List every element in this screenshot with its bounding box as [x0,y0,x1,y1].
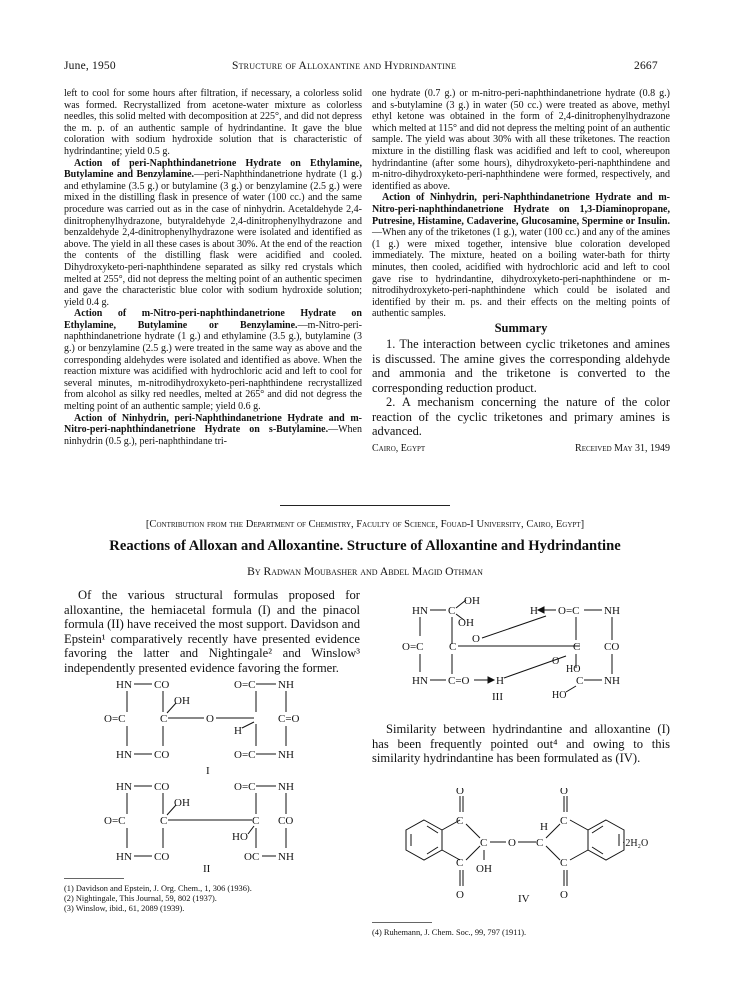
paragraph: Action of peri-Naphthindanetrione Hydrate on Ethylamine, Butylamine and Benzylamine.—peri-Naphthindanetrione hydrate (1 g.) and ethylamine (3.5 g.) or butylamine (3 g.) or benzylamine (2.5 g.) were mixed in the distilling flask in presence of water (100 cc.) and the same procedure was carried out as in the case of ninhydrin. Acetaldehyde 2,4-dinitrophenylhydrazone, butyraldehyde 2,4-dinitrophenylhydrazone and benzaldehyde 2,4-dinitrophenylhydrazone were isolated and identified as above. The yield in all these cases is about 30%. At the end of the reaction the contents of the distilling flask were acidified and cooled. Dihydroxyketo-peri-naphthindene separated as silky red crystals which melted at 255°, did not depress the melting point of an authentic specimen and gave the characteristic blue color with sodium hydroxide solution; yield 0.4 g. [64,157,362,308]
atom-label: O [560,788,568,797]
atom-label: O=C [234,781,256,793]
footnote-rule [372,922,432,923]
atom-label: O [552,656,560,667]
atom-label: HO [552,690,567,701]
atom-label: OH [476,863,492,875]
atom-label: O=C [104,815,126,827]
intro-paragraph: Of the various structural formulas proposed for alloxantine, the hemiacetal formula (I) and the pinacol formula (II) have received the most support. Davidson and Epstein¹ comparatively recently have presented evidence favoring the latter and Nightingale² and Winslow³ independently presented evidence favoring the former. [64,588,360,675]
atom-label: C [448,605,456,617]
atom-label: OH [174,695,190,707]
footnotes-left [64,884,364,914]
atom-label: CO [604,641,620,653]
atom-label: H [540,821,548,833]
atom-label: C [573,641,581,653]
atom-label: NH [604,675,620,687]
footnote: (4) Ruhemann, J. Chem. Soc., 99, 797 (1911). [372,928,527,937]
atom-label: O=C [558,605,580,617]
atom-label: NH [278,781,294,793]
atom-label: NH [278,749,294,761]
water-of-hydration: ·2H₂O [622,838,649,849]
atom-label: CO [278,815,294,827]
header-date: June, 1950 [64,60,116,72]
atom-label: C [456,857,464,869]
structure-label: II [203,863,211,874]
place: Cairo, Egypt [372,443,426,455]
structure-II [64,778,364,874]
atom-label: C [576,675,584,687]
atom-label: HN [116,851,132,863]
atom-label: C [160,815,168,827]
structure-label: I [206,765,210,776]
atom-label: C [252,815,260,827]
atom-label: C=O [278,713,300,725]
structure-I [64,676,364,776]
atom-label: O [206,713,214,725]
footnote-rule [64,878,124,879]
atom-label: OH [464,595,480,607]
right-paragraph: Similarity between hydrindantine and alloxantine (I) has been frequently pointed out⁴ and owing to this similarity hydrindantine has been formulated as (IV). [372,722,670,766]
atom-label: O=C [234,749,256,761]
right-column [372,88,670,455]
structure-label: III [492,691,503,703]
paragraph: Action of Ninhydrin, peri-Naphthindanetrione Hydrate and m-Nitro-peri-naphthindanetrione Hydrate on 1,3-Diaminopropane, Putresine, Histamine, Cadaverine, Glucosamine, Spermine or Insulin.—When any of the triketones (1 g.), water (100 cc.) and any of the amines (1 g.) were mixed together, intensive blue coloration developed immediately. The mixture, heated on a boiling water-bath for thirty minutes, then cooled, acidified with hydrochloric acid and left to cool gave rise to hydrindantine, dihydroxyketo-peri-naphthindene or m-nitrodihydroxyketo-peri-naphthindene which could be isolated and identified by their m. ps. and their effects on the melting points of authentic samples. [372,192,670,320]
received-date: Received May 31, 1949 [575,443,670,455]
atom-label: O [472,633,480,645]
atom-label: HN [412,605,428,617]
atom-label: C [536,837,544,849]
atom-label: CO [154,679,170,691]
left-column [64,88,362,447]
summary-item: 1. The interaction between cyclic triketones and amines is discussed. The amine gives the corresponding aldehyde and ammonia and the triketone is converted to the corresponding reduction product. [372,337,670,395]
footnote: (1) Davidson and Epstein, J. Org. Chem., 1, 306 (1936). [64,884,252,893]
atom-label: C [560,815,568,827]
atom-label: NH [604,605,620,617]
atom-label: OC [244,851,260,863]
atom-label: O [456,889,464,901]
atom-label: O [560,889,568,901]
atom-label: C [449,641,457,653]
authors: By Radwan Moubasher and Abdel Magid Othman [247,565,483,578]
atom-label: CO [154,781,170,793]
atom-label: O=C [104,713,126,725]
summary-item: 2. A mechanism concerning the nature of the color reaction of the cyclic triketones and primary amines is advanced. [372,395,670,438]
atom-label: CO [154,749,170,761]
atom-label: C [456,815,464,827]
atom-label: C [480,837,488,849]
atom-label: OH [458,617,474,629]
footnotes-right [372,928,672,938]
section-heading: Action of m-Nitro-peri-naphthindanetrione Hydrate on Ethylamine, Butylamine or Benzylamine. [64,308,362,331]
paragraph: left to cool for some hours after filtration, if necessary, a colorless solid was formed. Recrystallized from acetone-water mixture as colorless needles, this solid melted with decomposition at 225°, and did not depress the m. p. of an authentic sample of hydrindantine. It gave the blue coloration with sodium hydroxide solution that is characteristic of hydrindantine; yield 0.5 g. [64,88,362,157]
atom-label: O [456,788,464,797]
atom-label: O=C [234,679,256,691]
footnote: (3) Winslow, ibid., 61, 2089 (1939). [64,904,185,913]
atom-label: C [560,857,568,869]
page-number: 2667 [634,60,658,72]
atom-label: H [234,725,242,737]
running-title: Structure of Alloxantine and Hydrindantine [232,60,457,72]
atom-label: NH [278,679,294,691]
structure-III [376,592,676,704]
paragraph: Action of Ninhydrin, peri-Naphthindanetrione Hydrate and m-Nitro-peri-naphthindanetrione Hydrate on s-Butylamine.—When ninhydrin (0.5 g.), peri-naphthindane tri- [64,412,362,447]
contribution-line: [Contribution from the Department of Chemistry, Faculty of Science, Fouad-I University, Cairo, Egypt] [145,519,585,530]
atom-label: H [530,605,538,617]
atom-label: HN [116,679,132,691]
atom-label: OH [174,797,190,809]
article-title: Reactions of Alloxan and Alloxantine. Structure of Alloxantine and Hydrindantine [109,538,621,554]
summary-title: Summary [494,320,548,335]
atom-label: HN [116,781,132,793]
atom-label: HN [116,749,132,761]
paragraph: one hydrate (0.7 g.) or m-nitro-peri-naphthindanetrione hydrate (0.8 g.) and s-butylamine (3 g.) in water (50 cc.) were treated as above, methyl ethyl ketone was obtained in the form of 2,4-dinitrophenylhydrazone which melted at 115° and did not depress the melting point of an authentic sample. The yield was about 30% with all these triketones. The reaction mixture in the distilling flask was acidified and left to cool, whereupon hydrindantine (after some hours), dihydroxyketo-peri-naphthindene and m-nitro-dihydroxyketo-peri-naphthindene were formed, respectively, and identified as above. [372,88,670,192]
section-heading: Action of peri-Naphthindanetrione Hydrate on Ethylamine, Butylamine and Benzylamine. [64,157,362,181]
paragraph: Action of m-Nitro-peri-naphthindanetrione Hydrate on Ethylamine, Butylamine or Benzylamine.—m-Nitro-peri-naphthindanetrione hydrate (1 g.) and ethylamine (3.5 g.), butylamine (3 g.) or benzylamine (2.5 g.) were treated in the same way as above and the corresponding aldehydes were isolated and identified as above. When the reaction mixture was acidified with hydrochloric acid and left to cool for several minutes, m-nitrodihydroxyketo-peri-naphthindene recrystallized from alcohol as silky red needles, melted at 265° and did not degress the melting point of an authentic sample; yield 0.6 g. [64,308,362,413]
footnote: (2) Nightingale, This Journal, 59, 802 (1937). [64,894,217,903]
atom-label: HO [566,664,581,675]
atom-label: H [496,675,504,687]
section-heading: Action of Ninhydrin, peri-Naphthindanetrione Hydrate and m-Nitro-peri-naphthindanetrione Hydrate on s-Butylamine. [64,412,362,436]
atom-label: NH [278,851,294,863]
atom-label: CO [154,851,170,863]
atom-label: HO [232,831,248,843]
atom-label: HN [412,675,428,687]
atom-label: C=O [448,675,470,687]
structure-label: IV [518,893,530,905]
atom-label: O [508,837,516,849]
section-heading: Action of Ninhydrin, peri-Naphthindanetrione Hydrate and m-Nitro-peri-naphthindanetrione Hydrate on 1,3-Diaminopropane, Putresine, Histamine, Cadaverine, Glucosamine, Spermine or Insulin. [372,192,670,227]
structure-IV [376,788,676,918]
section-divider [280,505,450,506]
atom-label: C [160,713,168,725]
atom-label: O=C [402,641,424,653]
